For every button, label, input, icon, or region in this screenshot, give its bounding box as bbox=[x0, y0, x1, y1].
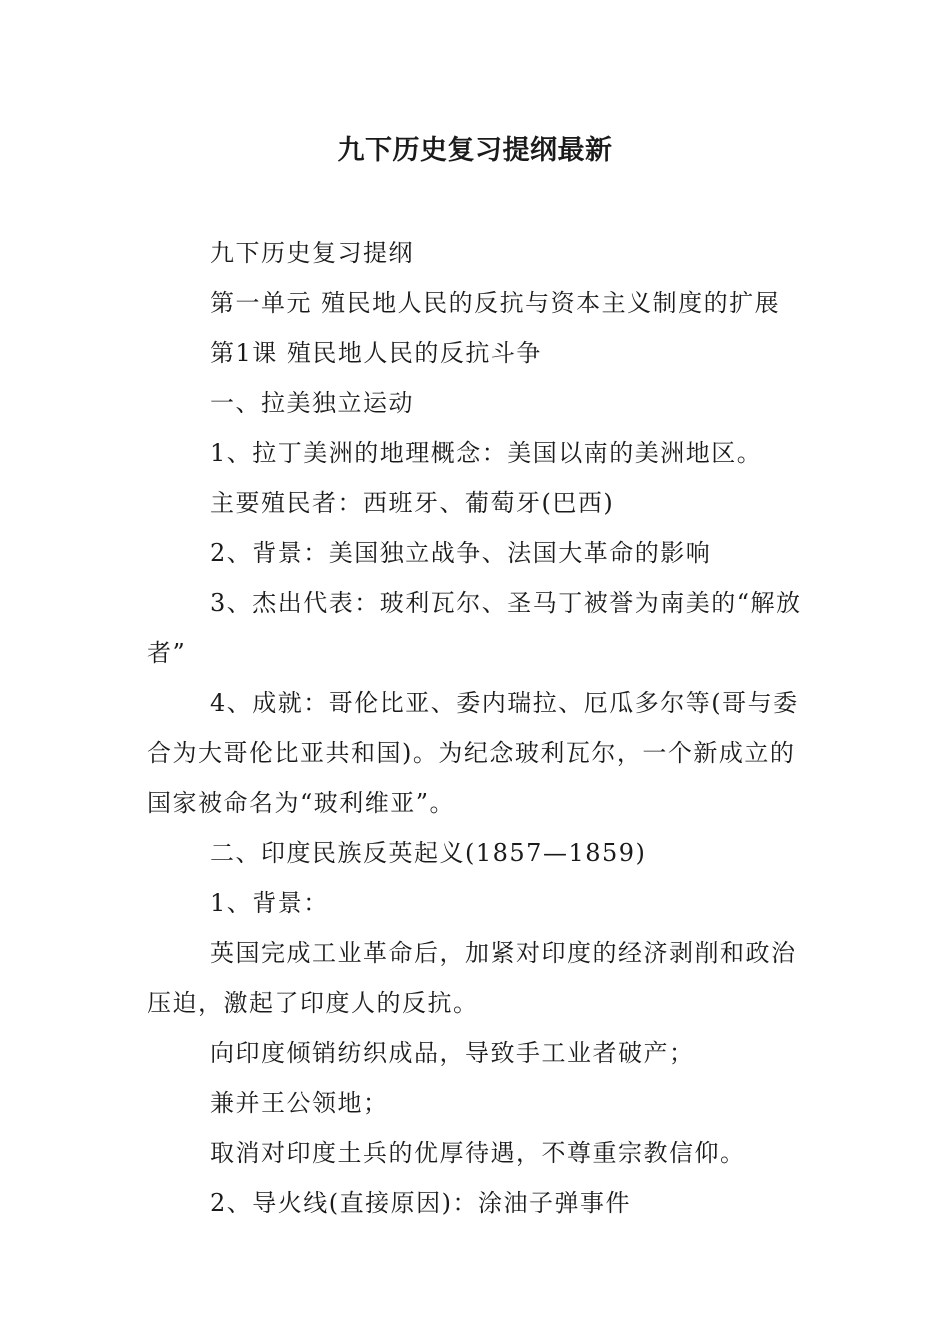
paragraph: 主要殖民者：西班牙、葡萄牙(巴西) bbox=[210, 489, 615, 517]
paragraph: 第一单元 殖民地人民的反抗与资本主义制度的扩展 bbox=[210, 289, 781, 317]
paragraph: 取消对印度土兵的优厚待遇，不尊重宗教信仰。 bbox=[210, 1139, 746, 1167]
paragraph: 向印度倾销纺织成品，导致手工业者破产； bbox=[210, 1039, 695, 1067]
paragraph: 一、拉美独立运动 bbox=[210, 389, 414, 417]
document-body bbox=[147, 228, 807, 1228]
paragraph: 3、杰出代表：玻利瓦尔、圣马丁被誉为南美的“解放者” bbox=[147, 589, 802, 667]
page-title: 九下历史复习提纲最新 bbox=[337, 135, 613, 166]
paragraph: 2、导火线(直接原因)：涂油子弹事件 bbox=[210, 1189, 631, 1217]
paragraph: 2、背景：美国独立战争、法国大革命的影响 bbox=[210, 539, 712, 567]
paragraph: 九下历史复习提纲 bbox=[210, 239, 414, 267]
paragraph: 英国完成工业革命后，加紧对印度的经济剥削和政治压迫，激起了印度人的反抗。 bbox=[147, 939, 797, 1017]
paragraph: 兼并王公领地； bbox=[210, 1089, 389, 1117]
paragraph: 4、成就：哥伦比亚、委内瑞拉、厄瓜多尔等(哥与委合为大哥伦比亚共和国)。为纪念玻利瓦尔，一个新成立的国家被命名为“玻利维亚”。 bbox=[147, 689, 799, 817]
paragraph: 1、拉丁美洲的地理概念：美国以南的美洲地区。 bbox=[210, 439, 763, 467]
paragraph: 二、印度民族反英起义(1857—1859) bbox=[210, 839, 647, 867]
paragraph: 1、背景： bbox=[210, 889, 329, 917]
paragraph: 第1课 殖民地人民的反抗斗争 bbox=[210, 339, 542, 367]
